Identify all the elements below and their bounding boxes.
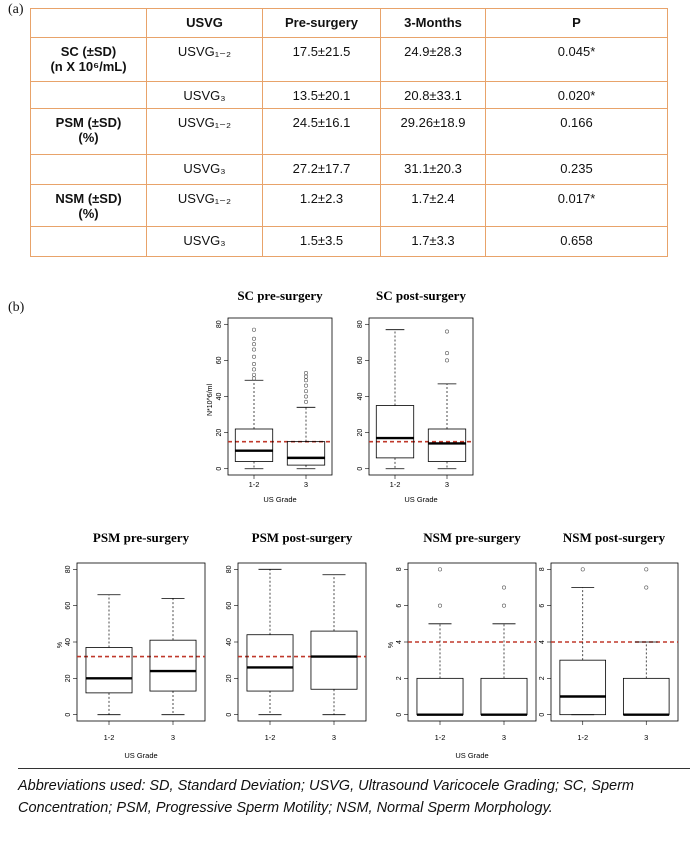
x-tick-label: 1-2 [434, 733, 446, 742]
y-tick-label: 60 [357, 356, 364, 365]
plot-frame [369, 318, 473, 475]
y-tick-label: 40 [65, 638, 72, 646]
outlier-point [304, 379, 307, 382]
box [481, 678, 527, 714]
y-axis-label: % [388, 641, 395, 649]
abbreviations-note: Abbreviations used: SD, Standard Deviation; USVG, Ultrasound Varicocele Grading; SC, Sperm Concentration; PSM, Progressive Sperm Motility; NSM, Normal Sperm Morphology. [18, 778, 635, 816]
box [623, 678, 669, 714]
header-cell: Pre-surgery [263, 9, 381, 38]
table-cell-pre: 1.5±3.5 [263, 227, 381, 257]
outlier-point [438, 568, 441, 571]
table-cell-p: 0.017* [486, 185, 668, 227]
y-axis-label: % [57, 641, 64, 649]
y-tick-label: 20 [65, 674, 72, 683]
table-cell-usvg: USVG₃ [147, 227, 263, 257]
y-tick-label: 8 [396, 567, 403, 572]
y-tick-label: 80 [216, 320, 223, 329]
y-tick-label: 40 [226, 638, 233, 646]
outlier-point [252, 337, 255, 340]
outlier-point [304, 395, 307, 398]
plot-title: PSM pre-surgery [92, 530, 190, 545]
box [376, 406, 413, 458]
outlier-point [252, 368, 255, 371]
table-cell-post: 1.7±2.4 [381, 185, 486, 227]
outlier-point [304, 371, 307, 374]
y-tick-label: 20 [357, 428, 364, 437]
table-cell-pre: 24.5±16.1 [263, 109, 381, 155]
plot-frame [238, 563, 366, 721]
header-cell: 3-Months [381, 9, 486, 38]
table-cell-pre: 17.5±21.5 [263, 38, 381, 82]
outlier-point [252, 362, 255, 365]
outlier-point [304, 384, 307, 387]
x-tick-label: 3 [303, 480, 309, 489]
table-cell-p: 0.045* [486, 38, 668, 82]
x-tick-label: 1-2 [248, 480, 260, 489]
box [311, 631, 357, 689]
box [428, 429, 465, 461]
x-tick-label: 1-2 [103, 733, 115, 742]
y-tick-label: 80 [65, 565, 72, 574]
y-tick-label: 80 [226, 565, 233, 574]
outlier-point [252, 342, 255, 345]
table-cell-p: 0.166 [486, 109, 668, 155]
header-cell: P [486, 9, 668, 38]
outlier-point [502, 586, 505, 589]
y-tick-label: 0 [357, 466, 364, 471]
y-tick-label: 20 [216, 428, 223, 437]
x-tick-label: 3 [331, 733, 337, 742]
outlier-point [252, 328, 255, 331]
header-cell: USVG [147, 9, 263, 38]
y-tick-label: 40 [216, 392, 223, 401]
y-tick-label: 2 [539, 676, 546, 681]
y-tick-label: 0 [396, 712, 403, 717]
x-tick-label: 1-2 [264, 733, 276, 742]
box [86, 647, 132, 692]
y-tick-label: 4 [396, 640, 403, 644]
table-cell-pre: 27.2±17.7 [263, 155, 381, 185]
outlier-point [304, 389, 307, 392]
table-cell-usvg: USVG₃ [147, 155, 263, 185]
x-axis-label: US Grade [404, 495, 438, 504]
outlier-point [445, 330, 448, 333]
box [235, 429, 272, 461]
box [247, 635, 293, 691]
x-tick-label: 1-2 [577, 733, 589, 742]
table-cell-usvg: USVG₃ [147, 82, 263, 109]
table-cell-usvg: USVG₁₋₂ [147, 185, 263, 227]
table-cell-p: 0.020* [486, 82, 668, 109]
table-cell-post: 31.1±20.3 [381, 155, 486, 185]
outlier-point [252, 348, 255, 351]
box [417, 678, 463, 714]
y-tick-label: 4 [539, 640, 546, 644]
x-tick-label: 3 [644, 733, 649, 742]
table-cell-post: 29.26±18.9 [381, 109, 486, 155]
table-cell-usvg: USVG₁₋₂ [147, 109, 263, 155]
plot-title: SC pre-surgery [237, 288, 323, 303]
outlier-point [252, 373, 255, 376]
x-tick-label: 1-2 [389, 480, 401, 489]
plot-title: NSM pre-surgery [423, 530, 521, 545]
table-cell-post: 1.7±3.3 [381, 227, 486, 257]
y-tick-label: 0 [216, 466, 223, 471]
table-cell-param: PSM (±SD) (%) [31, 109, 147, 155]
y-tick-label: 6 [396, 603, 403, 608]
outlier-point [445, 359, 448, 362]
plot-title: SC post-surgery [376, 288, 466, 303]
plot-frame [77, 563, 205, 721]
outlier-point [304, 400, 307, 403]
table-cell-param: SC (±SD) (n X 10⁶/mL) [31, 38, 147, 82]
y-tick-label: 8 [539, 567, 546, 572]
outlier-point [438, 604, 441, 607]
x-tick-label: 3 [501, 733, 507, 742]
table-cell-param: NSM (±SD) (%) [31, 185, 147, 227]
y-tick-label: 40 [357, 392, 364, 401]
x-tick-label: 3 [444, 480, 450, 489]
outlier-point [581, 568, 584, 571]
y-axis-label: N*10^6/ml [207, 383, 214, 417]
y-tick-label: 2 [396, 676, 403, 681]
y-tick-label: 6 [539, 603, 546, 608]
plot-title: PSM post-surgery [251, 530, 353, 545]
box [560, 660, 606, 715]
y-tick-label: 60 [65, 601, 72, 610]
table-cell-p: 0.658 [486, 227, 668, 257]
table-cell-post: 20.8±33.1 [381, 82, 486, 109]
x-axis-label: US Grade [124, 751, 158, 760]
outlier-point [445, 351, 448, 354]
x-tick-label: 3 [170, 733, 176, 742]
box [150, 640, 196, 691]
y-tick-label: 20 [226, 674, 233, 683]
panel-label-a: (a) [8, 2, 24, 17]
box [287, 442, 324, 465]
table-cell-p: 0.235 [486, 155, 668, 185]
y-tick-label: 60 [216, 356, 223, 365]
panel-label-b: (b) [8, 300, 25, 315]
table-cell-post: 24.9±28.3 [381, 38, 486, 82]
y-tick-label: 60 [226, 601, 233, 610]
table-cell-pre: 1.2±2.3 [263, 185, 381, 227]
divider [18, 768, 690, 769]
outlier-point [304, 375, 307, 378]
outlier-point [645, 586, 648, 589]
y-tick-label: 0 [226, 712, 233, 717]
x-axis-label: US Grade [455, 751, 489, 760]
outlier-point [502, 604, 505, 607]
outlier-point [645, 568, 648, 571]
plot-title: NSM post-surgery [562, 530, 666, 545]
y-tick-label: 0 [65, 712, 72, 717]
outlier-point [252, 355, 255, 358]
x-axis-label: US Grade [263, 495, 297, 504]
y-tick-label: 80 [357, 320, 364, 329]
table-cell-usvg: USVG₁₋₂ [147, 38, 263, 82]
table-cell-pre: 13.5±20.1 [263, 82, 381, 109]
outlier-point [252, 377, 255, 380]
y-tick-label: 0 [539, 712, 546, 717]
